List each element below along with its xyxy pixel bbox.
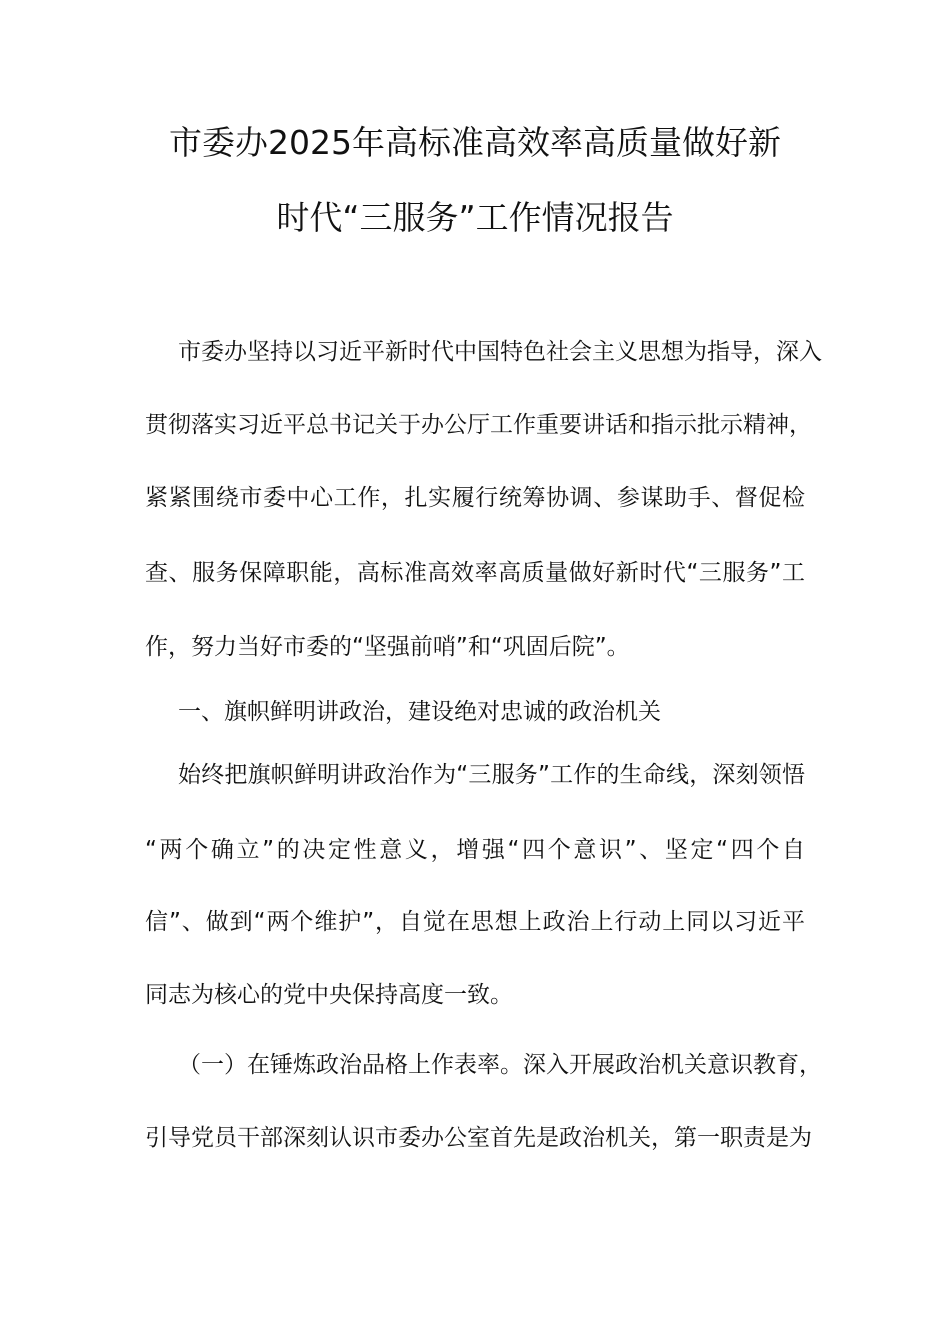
body-line: 市委办坚持以习近平新时代中国特色社会主义思想为指导，深入 xyxy=(178,339,822,365)
section-heading: 一、旗帜鲜明讲政治，建设绝对忠诚的政治机关 xyxy=(178,699,661,725)
document-title-line-2: 时代“三服务”工作情况报告 xyxy=(276,198,674,237)
body-line: 引导党员干部深刻认识市委办公室首先是政治机关，第一职责是为 xyxy=(145,1125,812,1151)
body-line: 作，努力当好市委的“坚强前哨”和“巩固后院”。 xyxy=(145,634,630,660)
body-line: 查、服务保障职能，高标准高效率高质量做好新时代“三服务”工 xyxy=(145,560,805,586)
body-line: （一）在锤炼政治品格上作表率。深入开展政治机关意识教育， xyxy=(178,1052,822,1078)
body-line: 信”、做到“两个维护”，自觉在思想上政治上行动上同以习近平 xyxy=(145,909,805,935)
body-line: 始终把旗帜鲜明讲政治作为“三服务”工作的生命线，深刻领悟 xyxy=(178,762,805,788)
body-line: 紧紧围绕市委中心工作，扎实履行统筹协调、参谋助手、督促检 xyxy=(145,485,805,511)
body-line: “两个确立”的决定性意义，增强“四个意识”、坚定“四个自 xyxy=(145,837,805,863)
body-line: 同志为核心的党中央保持高度一致。 xyxy=(145,982,513,1008)
document-title-line-1: 市委办2025年高标准高效率高质量做好新 xyxy=(169,123,781,162)
body-line: 贯彻落实习近平总书记关于办公厅工作重要讲话和指示批示精神， xyxy=(145,412,812,438)
